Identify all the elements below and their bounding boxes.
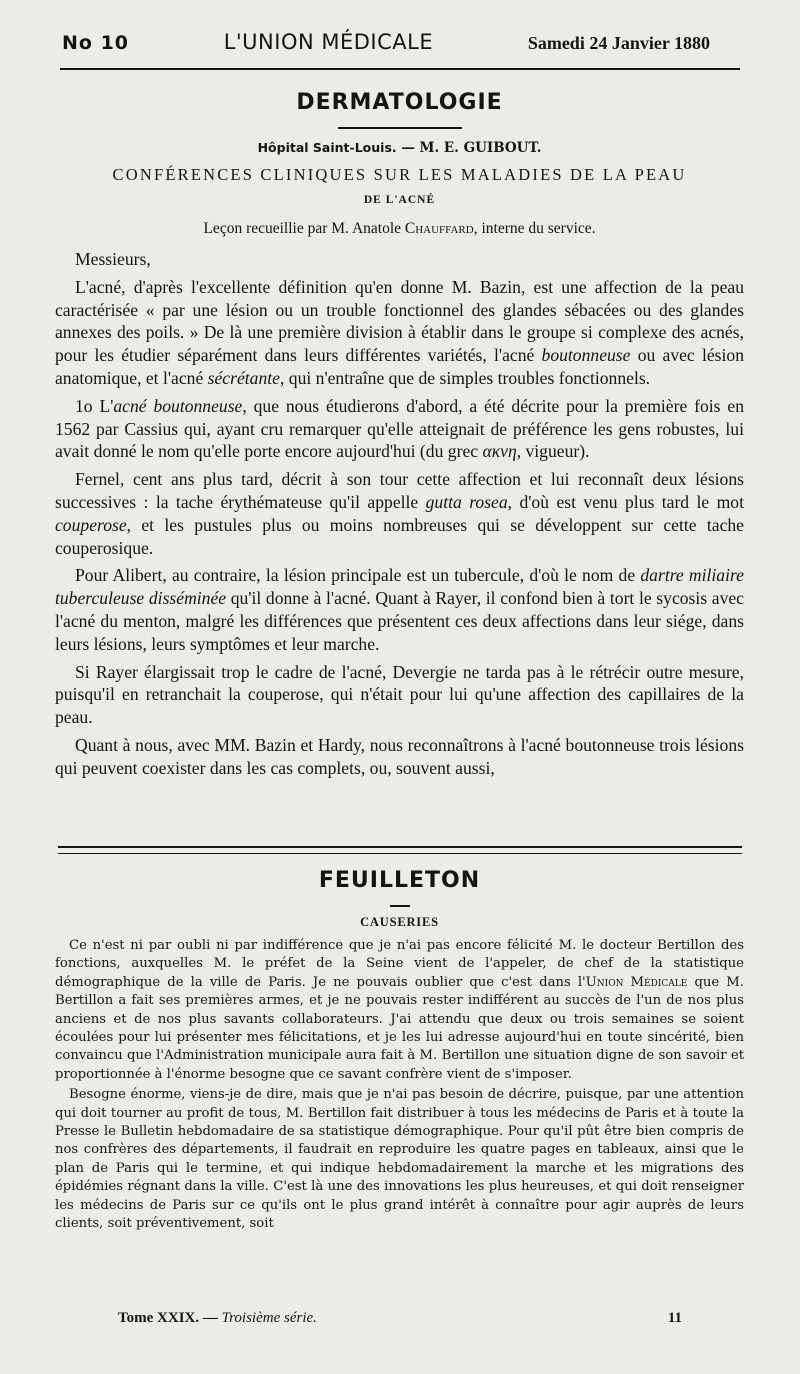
feuilleton-rule — [390, 905, 410, 907]
hospital-name: Hôpital Saint-Louis. — [257, 140, 397, 155]
paragraph-6: Quant à nous, avec MM. Bazin et Hardy, nous reconnaîtrons à l'acné boutonneuse trois lésions qui peuvent coexister dans les cas complets, ou, souvent aussi, — [55, 734, 744, 778]
feuilleton-body — [55, 937, 744, 1234]
lecture-subject: DE L'ACNÉ — [363, 194, 436, 206]
feuilleton-title: FEUILLETON — [318, 868, 481, 893]
masthead — [62, 30, 710, 64]
feuilleton-subtitle: CAUSERIES — [360, 915, 439, 929]
issue-number: No 10 — [62, 32, 130, 54]
feuilleton-paragraph-1: Ce n'est ni par oubli ni par indifférence que je n'ai pas encore félicité M. le docteur Bertillon des fonctions, auxquelles M. le préfet de la Seine vient de l'appeler, de chef de la statistique démographique de la ville de Paris. Je ne pouvais oublier que c'est dans l'Union Médicale que M. Bertillon a fait ses premières armes, et je ne pouvais rester indifférent au succès de l'un de nos plus anciens et de nos plus savants collaborateurs. J'ai attendu que deux ou trois semaines se soient écoulées pour lui présenter mes félicitations, et je les lui adresse aujourd'hui en toute sincérité, bien convaincu que l'Administration municipale aura fait à M. Bertillon une situation digne de son savoir et proportionnée à l'énorme besogne que ce savant confrère vient de s'imposer. — [55, 938, 744, 1082]
hospital-line — [55, 136, 744, 160]
paragraph-4: Pour Alibert, au contraire, la lésion principale est un tubercule, d'où le nom de dartre miliaire tuberculeuse disséminée qu'il donne à l'acné. Quant à Rayer, il confond bien à tort le sycosis avec l'acné du menton, malgré les différences que présentent ces deux affections dans leur siége, dans leurs lésions, leurs symptômes et leur marche. — [55, 565, 744, 654]
feuilleton — [55, 866, 744, 1234]
journal-title: L'UNION MÉDICALE — [223, 30, 434, 54]
header-rule — [60, 68, 740, 70]
section-rule — [338, 127, 462, 129]
paragraph-3: Fernel, cent ans plus tard, décrit à son tour cette affection et lui reconnaît deux lésions successives : la tache érythémateuse qu'il appelle gutta rosea, d'où est venu plus tard le mot couperose, et les pustules plus ou moins nombreuses qui se développent sur cette tache couperosique. — [55, 469, 744, 558]
article — [55, 88, 744, 780]
feuilleton-paragraph-2: Besogne énorme, viens-je de dire, mais que je n'ai pas besoin de décrire, puisque, par une attention qui doit tourner au profit de tous, M. Bertillon fait distribuer à tous les médecins de Paris et à toute la Presse le Bulletin hebdomadaire de sa statistique démographique. Pour qu'il pût être bien compris de nos confrères des départements, il faudrait en reproduire les quatre pages en tableaux, ainsi que le plan de Paris qui le termine, et qui indique hebdomadairement la marche et les migrations des épidémies régnant dans la ville. C'est là une des innovations les plus heureuses, et qui doit renseigner les médecins de Paris sur ce qu'ils ont le plus grand intérêt à connaître pour agir auprès de leurs clients, soit préventivement, soit — [55, 1087, 744, 1232]
lecturer: — M. E. GUIBOUT. — [401, 140, 542, 156]
section-title: DERMATOLOGIE — [296, 90, 503, 115]
credit-name: Chauffard — [404, 220, 474, 237]
paragraph-2: 1o L'acné boutonneuse, que nous étudierons d'abord, a été décrite pour la première fois en 1562 par Cassius qui, ayant cru remarquer qu'elle atteignait de préférence les gens robustes, lui avait donné le nom qu'elle porte encore aujourd'hui (du grec ακνη, vigueur). — [55, 395, 744, 462]
conference-title: CONFÉRENCES CLINIQUES SUR LES MALADIES DE LA PEAU — [112, 165, 687, 184]
paragraph-5: Si Rayer élargissait trop le cadre de l'acné, Devergie ne tarda pas à le rétrécir outre mesure, puisqu'il en retranchait la couperose, qui n'était pour lui qu'une affection des capillaires de la peau. — [55, 661, 744, 728]
page-footer — [118, 1310, 682, 1327]
section-divider — [58, 846, 742, 854]
credit-prefix: Leçon recueillie par M. Anatole — [203, 220, 402, 237]
credit-suffix: , interne du service. — [473, 220, 596, 237]
volume-info: Tome XXIX. — Troisième série. — [118, 1310, 317, 1326]
article-body — [55, 248, 744, 780]
lecture-credit — [55, 216, 744, 242]
issue-date: Samedi 24 Janvier 1880 — [527, 33, 710, 53]
signature-number: 11 — [667, 1310, 682, 1326]
salutation: Messieurs, — [75, 249, 151, 269]
paragraph-1: L'acné, d'après l'excellente définition qu'en donne M. Bazin, est une affection de la peau caractérisée « par une lésion ou un trouble fonctionnel des glandes sébacées ou des glandes annexes des poils. » De là une première division à établir dans le groupe si complexe des acnés, pour les étudier séparément dans leurs différentes variétés, l'acné boutonneuse ou avec lésion anatomique, et l'acné sécrétante, qui n'entraîne que de simples troubles fonctionnels. — [55, 276, 744, 388]
